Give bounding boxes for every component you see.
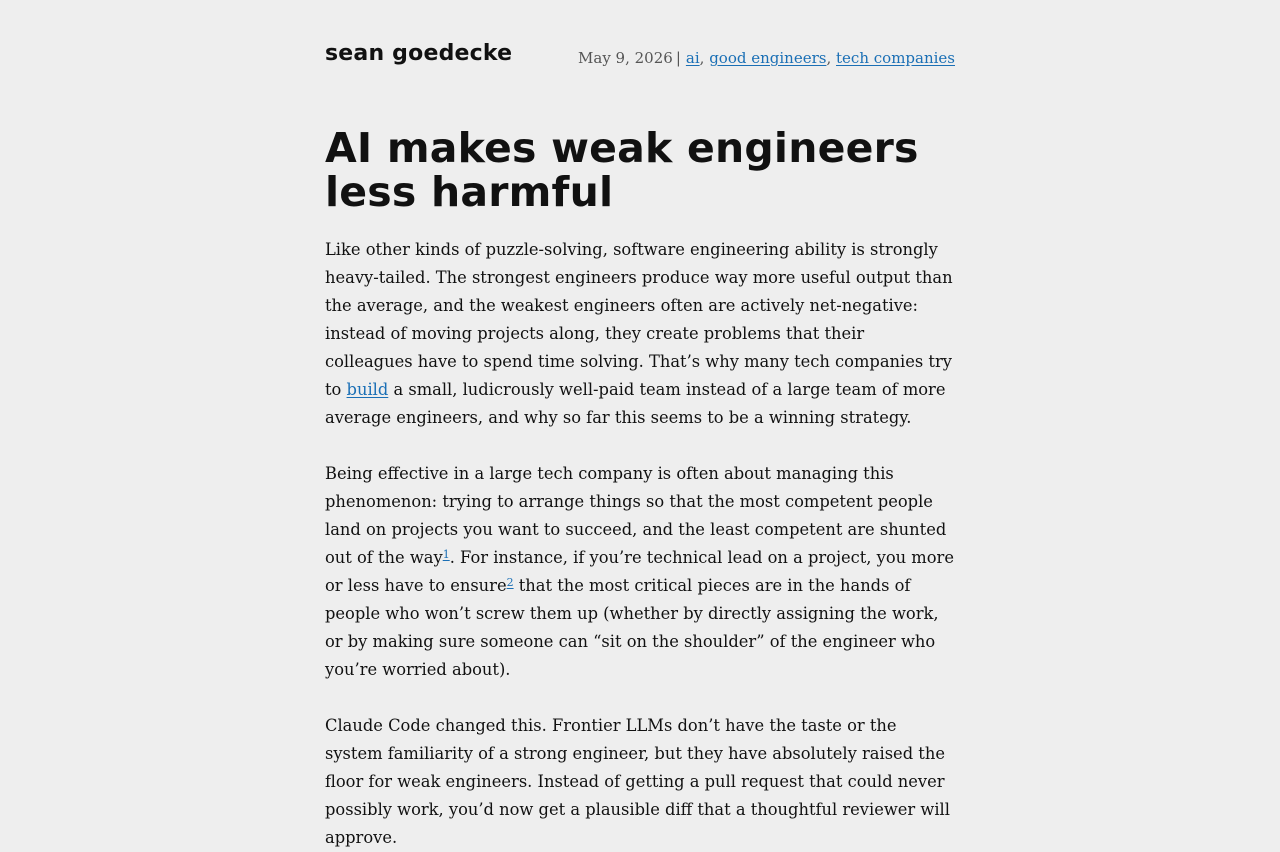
paragraph-2-text-b: . For instance, if you’re technical lead on a project, you more or less have to ensure xyxy=(325,548,954,595)
footnote-ref-2[interactable]: 2 xyxy=(506,576,514,589)
post-date: May 9, 2026 xyxy=(578,49,673,67)
paragraph-3 xyxy=(325,712,955,852)
post-meta xyxy=(578,48,955,68)
paragraph-1-text-a: Like other kinds of puzzle-solving, software engineering ability is strongly heavy-tailed. The strongest engineers produce way more useful output than the average, and the weakest engineers often are actively net-negative: instead of moving projects along, they create problems that their colleagues have to spend time solving. That’s why many tech companies try to xyxy=(325,240,953,399)
paragraph-2-text-a: Being effective in a large tech company is often about managing this phenomenon: trying to arrange things so that the most competent people land on projects you want to succeed, and the least competent are shunted out of the way xyxy=(325,464,947,567)
paragraph-3-text-a: Claude Code changed this. Frontier LLMs don’t have the taste or the system familiarity of a strong engineer, but they have absolutely raised the floor for weak engineers. Instead of getting a pull request that could never possibly work, you’d now get a plausible diff that a thoughtful reviewer will approve. xyxy=(325,716,950,847)
site-title-link[interactable]: sean goedecke xyxy=(325,41,513,66)
tag-link-ai[interactable]: ai xyxy=(685,49,700,67)
paragraph-2-text-c: that the most critical pieces are in the hands of people who won’t screw them up (whether by directly assigning the work, or by making sure someone can “sit on the shoulder” of the engineer who you’re worried about). xyxy=(325,576,939,679)
paragraph-2 xyxy=(325,460,955,684)
tag-link-tech-companies[interactable]: tech companies xyxy=(836,49,955,67)
site-header xyxy=(325,40,955,100)
paragraph-1-text-b: a small, ludicrously well-paid team instead of a large team of more average engineers, and why so far this seems to be a winning strategy. xyxy=(325,380,946,427)
tag-link-good-engineers[interactable]: good engineers xyxy=(709,49,827,67)
tag-comma: , xyxy=(699,49,705,67)
tag-comma: , xyxy=(826,49,832,67)
page-container xyxy=(325,0,955,852)
build-link[interactable]: build xyxy=(346,380,389,399)
article xyxy=(325,126,955,852)
footnote-ref-1[interactable]: 1 xyxy=(442,548,450,561)
article-title: AI makes weak engineers less harmful xyxy=(325,124,919,216)
meta-separator: | xyxy=(675,49,681,67)
paragraph-1 xyxy=(325,236,955,432)
